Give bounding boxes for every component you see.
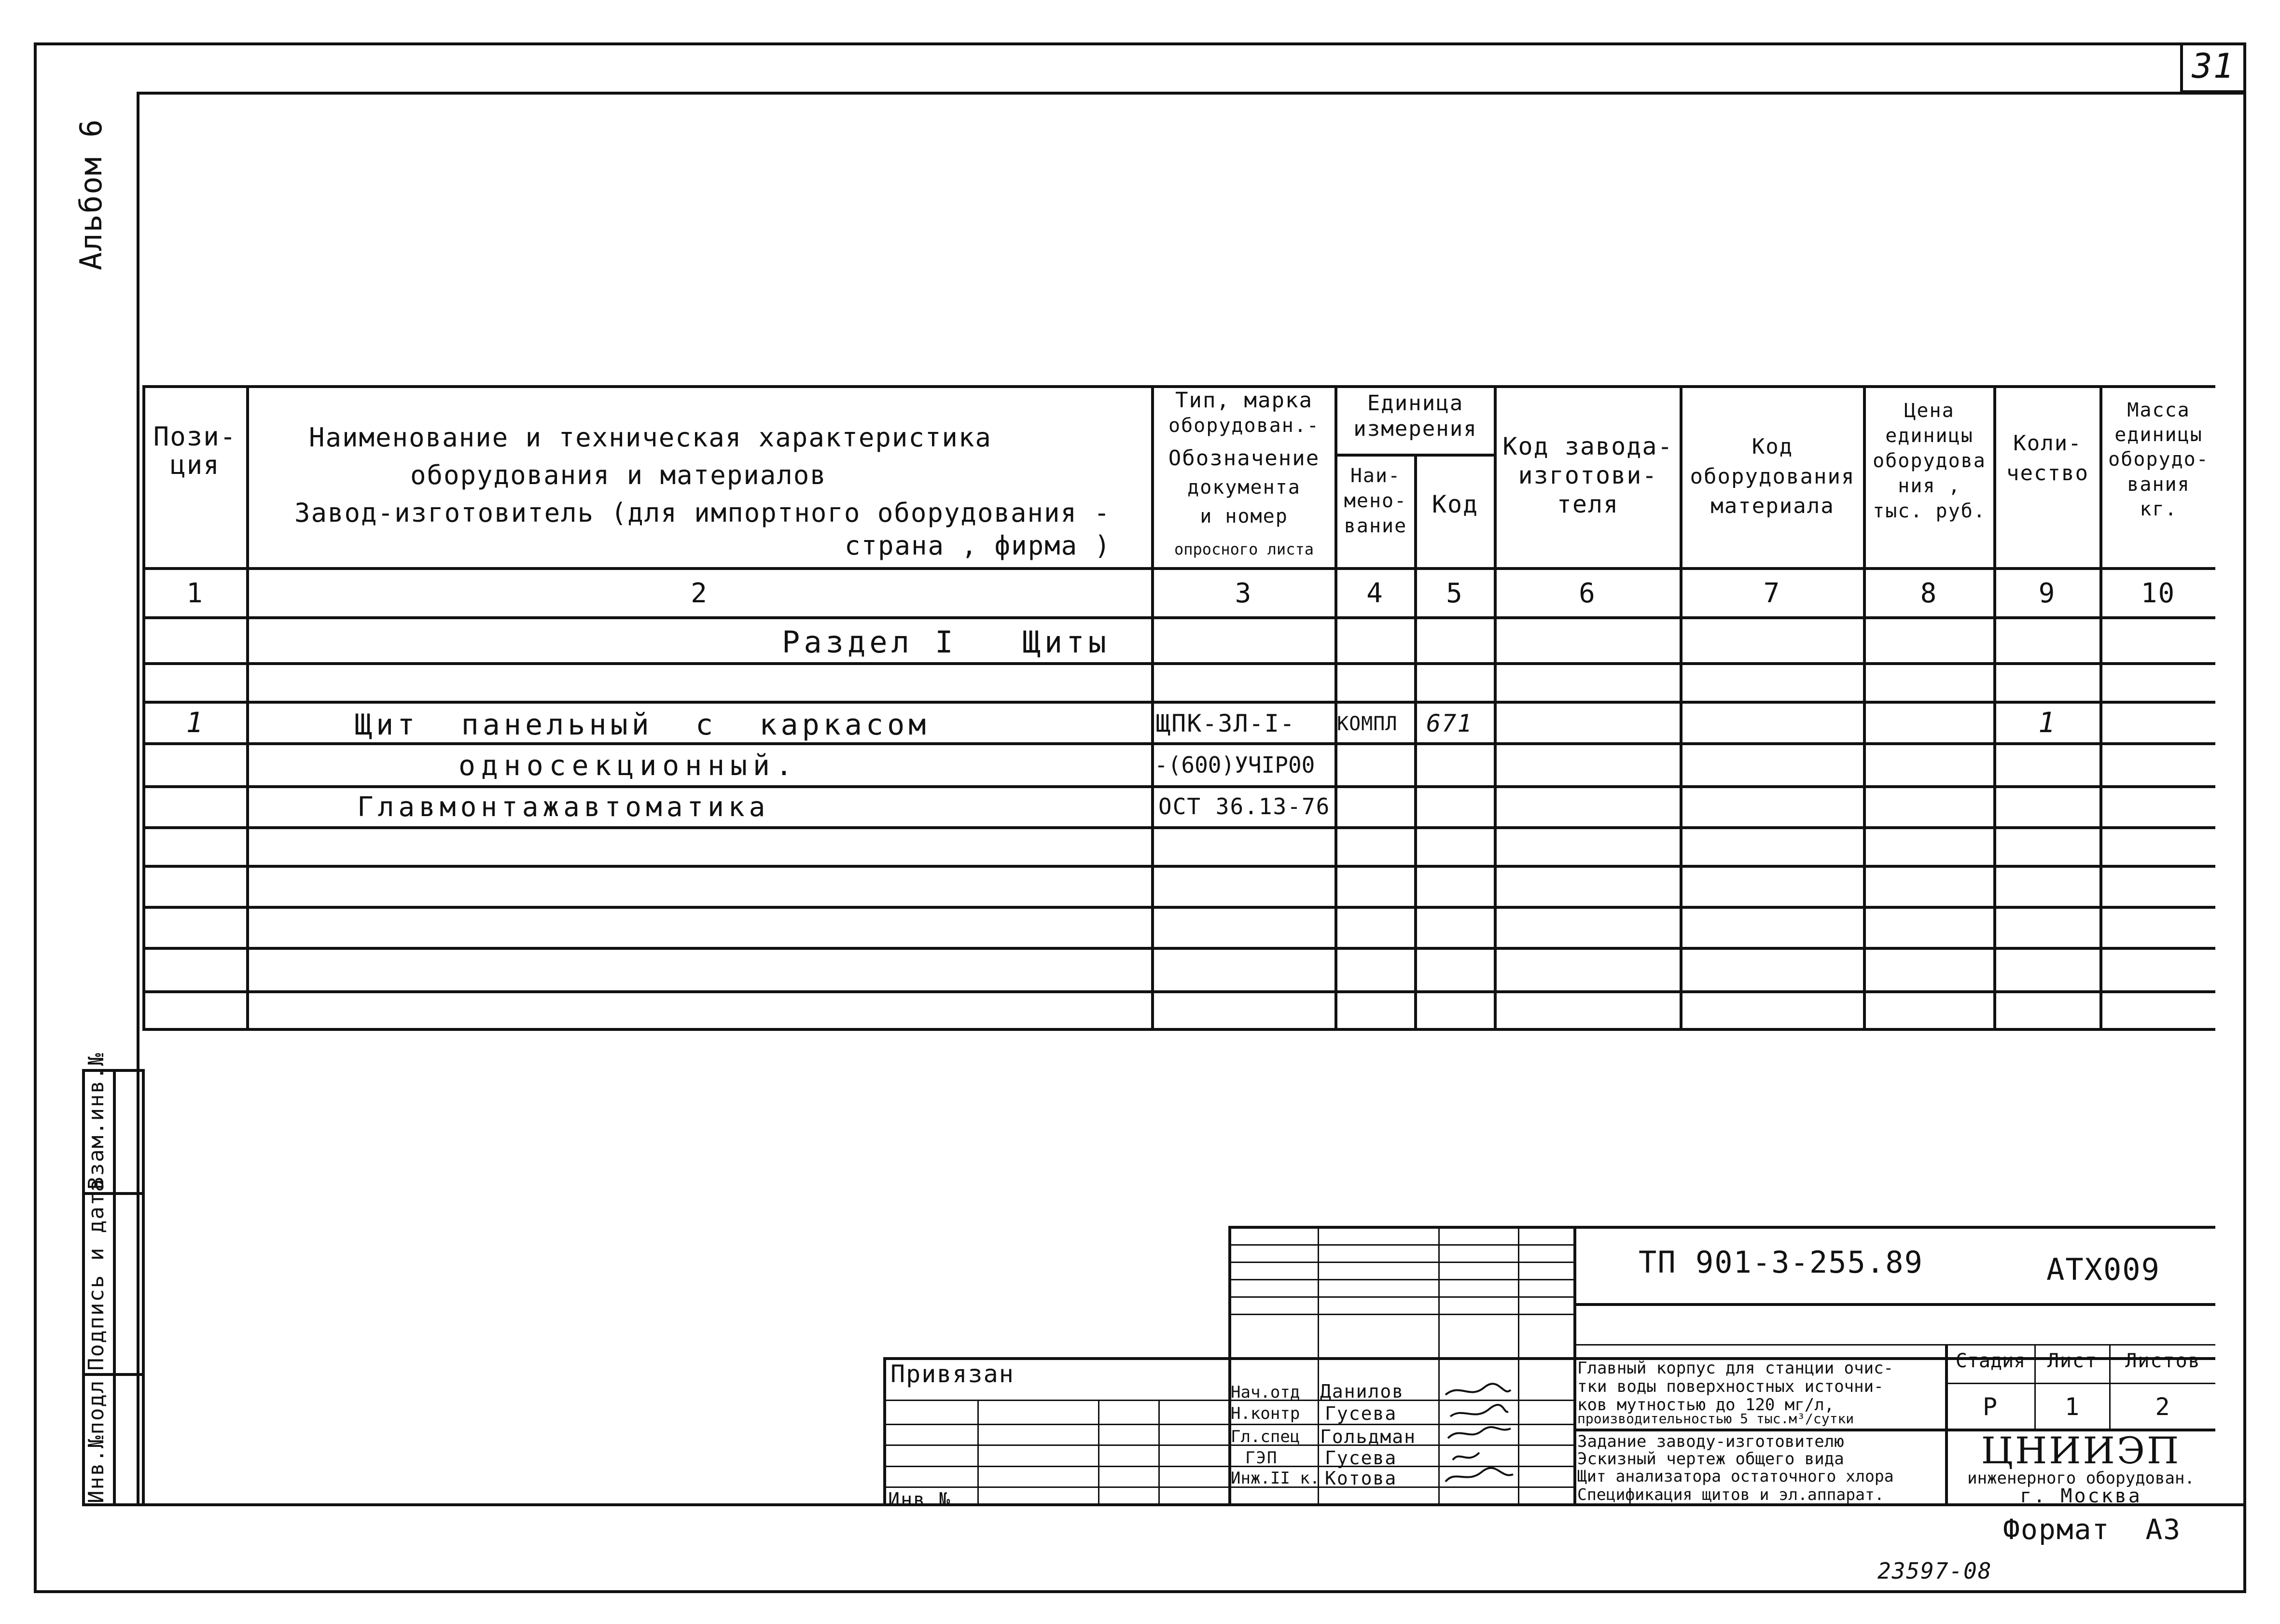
header-type-line5: и номер <box>1200 505 1288 527</box>
title-line <box>1228 1296 1573 1298</box>
table-line <box>142 947 2215 950</box>
column-number: 7 <box>1763 578 1781 609</box>
title-line <box>1228 1226 2215 1229</box>
item-type-line3: ОСТ 36.13-76 <box>1158 793 1331 819</box>
table-line <box>142 662 2215 665</box>
role-label: Н.контр <box>1231 1404 1300 1423</box>
table-line <box>142 742 2215 745</box>
sheet-code: АТХ009 <box>2046 1252 2160 1287</box>
title-line <box>1228 1244 1573 1246</box>
column-number: 1 <box>186 578 204 609</box>
table-line <box>142 826 2215 829</box>
title-col-line <box>1318 1226 1319 1506</box>
role-name: Гусева <box>1325 1403 1397 1424</box>
sheet-label: Лист <box>2047 1350 2098 1372</box>
stage-value: Р <box>1982 1393 1999 1421</box>
album-label: Альбом 6 <box>73 118 109 270</box>
header-type-line4: документа <box>1187 476 1301 499</box>
side-stamp-vzam-inv: Взам.инв.№ <box>84 1052 109 1190</box>
title-line <box>1228 1262 1573 1263</box>
table-line <box>142 616 2215 619</box>
title-col-line <box>977 1400 979 1506</box>
stage-label: Стадия <box>1955 1350 2026 1372</box>
side-stamp-podpis-data: Подпись и дата <box>84 1178 109 1371</box>
sheets-value: 2 <box>2155 1393 2171 1421</box>
doc-code: ТП 901-3-255.89 <box>1639 1245 1923 1280</box>
org-name: ЦНИИЭП <box>1981 1429 2181 1472</box>
role-name: Гольдман <box>1320 1426 1417 1447</box>
stamp-number: 23597-08 <box>1877 1558 1992 1584</box>
table-col-line <box>1414 454 1417 1029</box>
title-col-line <box>1228 1226 1231 1506</box>
side-stamp-line <box>82 1373 145 1376</box>
item-quantity: 1 <box>2038 706 2056 739</box>
drawing-line2: Эскизный чертеж общего вида <box>1577 1449 1844 1469</box>
title-line <box>1573 1303 2215 1306</box>
table-line <box>142 567 2215 570</box>
title-col-line <box>1098 1400 1099 1506</box>
header-maker-code: Код завода- изготови- теля <box>1502 432 1673 518</box>
header-type-line1: Тип, марка <box>1175 388 1313 413</box>
role-label: ГЭП <box>1245 1448 1278 1468</box>
role-label: Инж.II к. <box>1231 1469 1320 1488</box>
role-name: Данилов <box>1320 1381 1404 1402</box>
table-line <box>142 785 2215 788</box>
item-name-line3: Главмонтажавтоматика <box>357 791 770 823</box>
drawing-line4: Спецификация щитов и эл.аппарат. <box>1577 1485 1884 1504</box>
side-stamp-inv-podl: Инв.№подл <box>84 1379 109 1503</box>
privyazan-label: Привязан <box>890 1360 1015 1388</box>
column-number: 3 <box>1235 578 1252 609</box>
role-name: Котова <box>1325 1468 1397 1489</box>
header-unit-code: Код <box>1432 490 1479 518</box>
header-equip-code: Код оборудования материала <box>1690 434 1855 519</box>
column-number: 10 <box>2141 578 2176 609</box>
table-line <box>142 906 2215 909</box>
project-line2: тки воды поверхностных источни- <box>1577 1377 1884 1396</box>
sheet-value: 1 <box>2064 1393 2081 1421</box>
org-line2: инженерного оборудован. <box>1967 1469 2195 1488</box>
header-position: Пози- ция <box>153 421 237 481</box>
inv-number-label: Инв.№ <box>888 1489 951 1511</box>
role-label: Гл.спец <box>1231 1427 1300 1446</box>
item-type-line1: ЩПК-3Л-I- <box>1156 709 1295 737</box>
title-col-line <box>1158 1400 1160 1506</box>
item-unit-name: КОМПЛ <box>1337 713 1398 735</box>
title-line <box>1228 1279 1573 1280</box>
side-stamp-divider <box>113 1069 116 1506</box>
title-col-line <box>1573 1226 1576 1506</box>
header-type-line2: оборудован.- <box>1168 415 1320 437</box>
item-type-line2: -(600)УЧIР00 <box>1154 752 1315 778</box>
header-name-line4: страна , фирма ) <box>845 530 1112 561</box>
header-name-line1: Наименование и техническая характеристика <box>309 422 992 453</box>
header-type-line6: опросного листа <box>1174 540 1314 558</box>
column-number: 9 <box>2038 578 2056 609</box>
table-col-line <box>246 385 249 1029</box>
project-line3: ков мутностью до 120 мг/л, <box>1577 1395 1835 1415</box>
item-name-line1: Щит панельный с каркасом <box>355 708 930 742</box>
format-label: Формат А3 <box>2003 1513 2182 1546</box>
signature-scribble <box>1441 1380 1515 1491</box>
table-col-line <box>142 385 145 1029</box>
header-unit-name: Наи- мено- вание <box>1344 465 1407 537</box>
project-line1: Главный корпус для станции очис- <box>1577 1359 1894 1378</box>
drawing-line1: Задание заводу-изготовителю <box>1577 1432 1844 1451</box>
header-name-line2: оборудования и материалов <box>410 460 827 490</box>
item-position: 1 <box>186 706 204 739</box>
drawing-line3: Щит анализатора остаточного хлора <box>1577 1467 1894 1485</box>
sheets-label: Листов <box>2125 1350 2201 1372</box>
header-mass: Масса единицы оборудо- вания кг. <box>2108 399 2209 520</box>
page-number: 31 <box>2192 46 2235 86</box>
item-name-line2: односекционный. <box>459 749 798 782</box>
title-line <box>1228 1314 1573 1315</box>
title-col-line <box>1438 1226 1440 1506</box>
org-city: г. Москва <box>2020 1485 2142 1507</box>
header-unit: Единица измерения <box>1353 391 1477 441</box>
header-name-line3: Завод-изготовитель (для импортного оборудования - <box>294 498 1111 528</box>
project-line4: производительностью 5 тыс.м³/сутки <box>1577 1411 1854 1427</box>
column-number: 8 <box>1920 578 1938 609</box>
column-number: 4 <box>1366 578 1384 609</box>
table-line <box>142 701 2215 704</box>
column-number: 2 <box>691 578 708 609</box>
section-title: Раздел I Щиты <box>782 625 1110 660</box>
table-line <box>142 865 2215 868</box>
column-number: 6 <box>1579 578 1596 609</box>
table-line <box>142 990 2215 993</box>
title-col-line <box>883 1357 886 1506</box>
role-label: Нач.отд <box>1231 1383 1300 1402</box>
title-line <box>1945 1383 2215 1384</box>
header-quantity: Коли- чество <box>2006 431 2089 486</box>
item-unit-code: 671 <box>1426 709 1473 737</box>
table-line <box>142 1028 2215 1031</box>
title-line <box>1573 1344 2215 1346</box>
role-name: Гусева <box>1325 1447 1397 1469</box>
header-type-line3: Обозначение <box>1168 446 1320 471</box>
title-col-line <box>1518 1226 1519 1506</box>
column-number: 5 <box>1446 578 1463 609</box>
header-price: Цена единицы оборудова ния , тыс. руб. <box>1873 400 1986 522</box>
